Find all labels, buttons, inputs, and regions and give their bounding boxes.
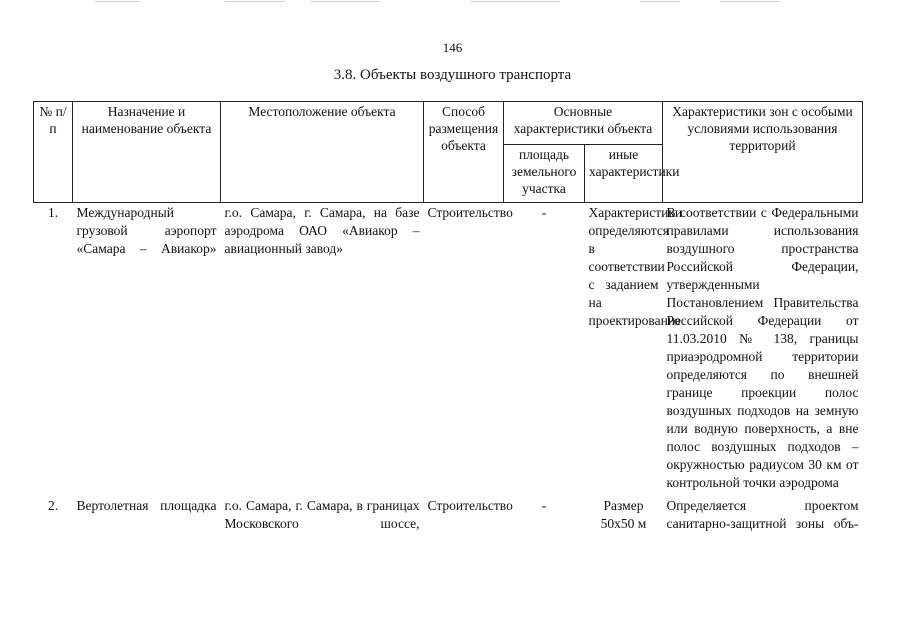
header-location: Местоположение объекта (221, 102, 424, 203)
scan-artifact (225, 1, 285, 2)
row-zone-characteristics: Определяется проектом санитарно-защитной зоны объ- (666, 498, 859, 531)
row-other-characteristics: Размер 50х50 м (600, 498, 647, 531)
table-header-row (34, 102, 863, 145)
row-other-characteristics: Характеристики определяются в соответствии с заданием на проектирование (588, 205, 683, 328)
table-row (34, 496, 863, 534)
header-other-characteristics: иные характеристики (585, 145, 663, 203)
scan-artifact (640, 1, 680, 2)
row-location: г.о. Самара, г. Самара, в границах Московского шоссе, (224, 498, 420, 531)
header-land-area: площадь земельного участка (504, 145, 585, 203)
row-number: 1. (47, 205, 59, 220)
header-number: № п/п (34, 102, 73, 203)
scan-artifact (470, 1, 560, 2)
air-transport-table (33, 101, 863, 534)
row-zone-characteristics: В соответствии с Федеральными правилами использования воздушного пространства Российской Федерации, утвержденными Постановлением Правительства Российской Федерации от 11.03.2010 № 138, границы приаэродромной территории определяются по внешней границе проекции полос воздушных подходов на земную или водную поверхность, а вне полос воздушных подходов – окружностью радиусом 30 км от контрольной точки аэродрома (666, 205, 859, 490)
row-land-area: - (541, 205, 547, 220)
header-name: Назначение и наименование объекта (73, 102, 221, 203)
row-placement: Строительство (427, 205, 513, 220)
scan-artifact (95, 1, 140, 2)
row-number: 2. (47, 498, 59, 513)
row-object-name: Международный грузовой аэропорт «Самара – Авиакор» (76, 205, 217, 256)
row-location: г.о. Самара, г. Самара, на базе аэродрома ОАО «Авиакор – авиационный завод» (224, 205, 420, 256)
table-row (34, 203, 863, 497)
scan-artifact (310, 1, 380, 2)
row-placement: Строительство (427, 498, 513, 513)
row-land-area: - (541, 498, 547, 513)
header-zone-characteristics: Характеристики зон с особыми условиями использования территорий (663, 102, 863, 203)
row-object-name: Вертолетная площадка (76, 498, 217, 513)
scan-artifact (720, 1, 780, 2)
page-number: 146 (442, 40, 463, 55)
section-title: 3.8. Объекты воздушного транспорта (333, 67, 572, 83)
header-placement: Способ размещения объекта (424, 102, 504, 203)
header-main-characteristics: Основные характеристики объекта (504, 102, 663, 145)
